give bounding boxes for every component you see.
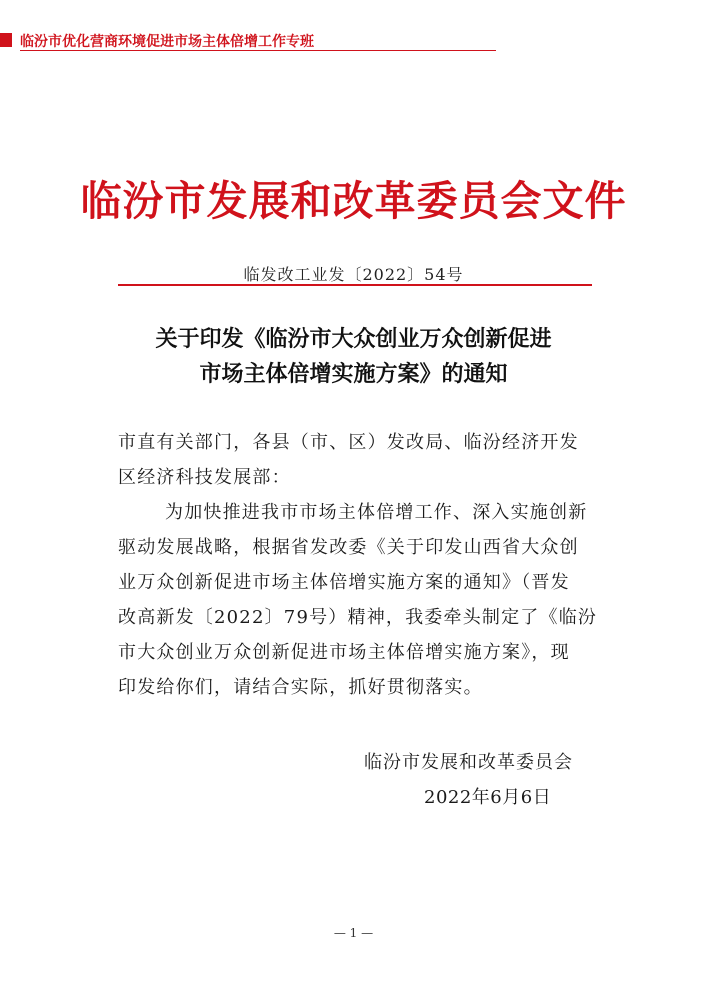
signature-date: 2022年6月6日 bbox=[424, 787, 552, 808]
body-line: 为加快推进我市市场主体倍增工作、深入实施创新 bbox=[165, 502, 588, 523]
body-line: 区经济科技发展部： bbox=[118, 467, 291, 488]
document-number: 临发改工业发〔2022〕54号 bbox=[243, 265, 464, 284]
signature-organization: 临汾市发展和改革委员会 bbox=[364, 752, 573, 773]
body-line: 市大众创业万众创新促进市场主体倍增实施方案》，现 bbox=[118, 642, 570, 663]
red-divider bbox=[118, 284, 592, 286]
body-line: 业万众创新促进市场主体倍增实施方案的通知》（晋发 bbox=[118, 572, 570, 593]
banner-underline bbox=[20, 50, 496, 51]
banner-text: 临汾市优化营商环境促进市场主体倍增工作专班 bbox=[20, 34, 314, 50]
document-header: 临汾市发展和改革委员会文件 bbox=[80, 177, 627, 225]
top-banner bbox=[0, 30, 500, 52]
body-line: 驱动发展战略，根据省发改委《关于印发山西省大众创 bbox=[118, 537, 579, 558]
document-title-line-2: 市场主体倍增实施方案》的通知 bbox=[199, 361, 508, 387]
body-line: 印发给你们，请结合实际，抓好贯彻落实。 bbox=[118, 677, 483, 698]
body-line: 改高新发〔2022〕79号）精神，我委牵头制定了《临汾 bbox=[118, 607, 598, 628]
document-title-line-1: 关于印发《临汾市大众创业万众创新促进 bbox=[155, 326, 552, 352]
banner-red-block bbox=[0, 33, 12, 47]
body-line: 市直有关部门，各县（市、区）发改局、临汾经济开发 bbox=[118, 432, 579, 453]
page-number: — 1 — bbox=[333, 926, 374, 940]
